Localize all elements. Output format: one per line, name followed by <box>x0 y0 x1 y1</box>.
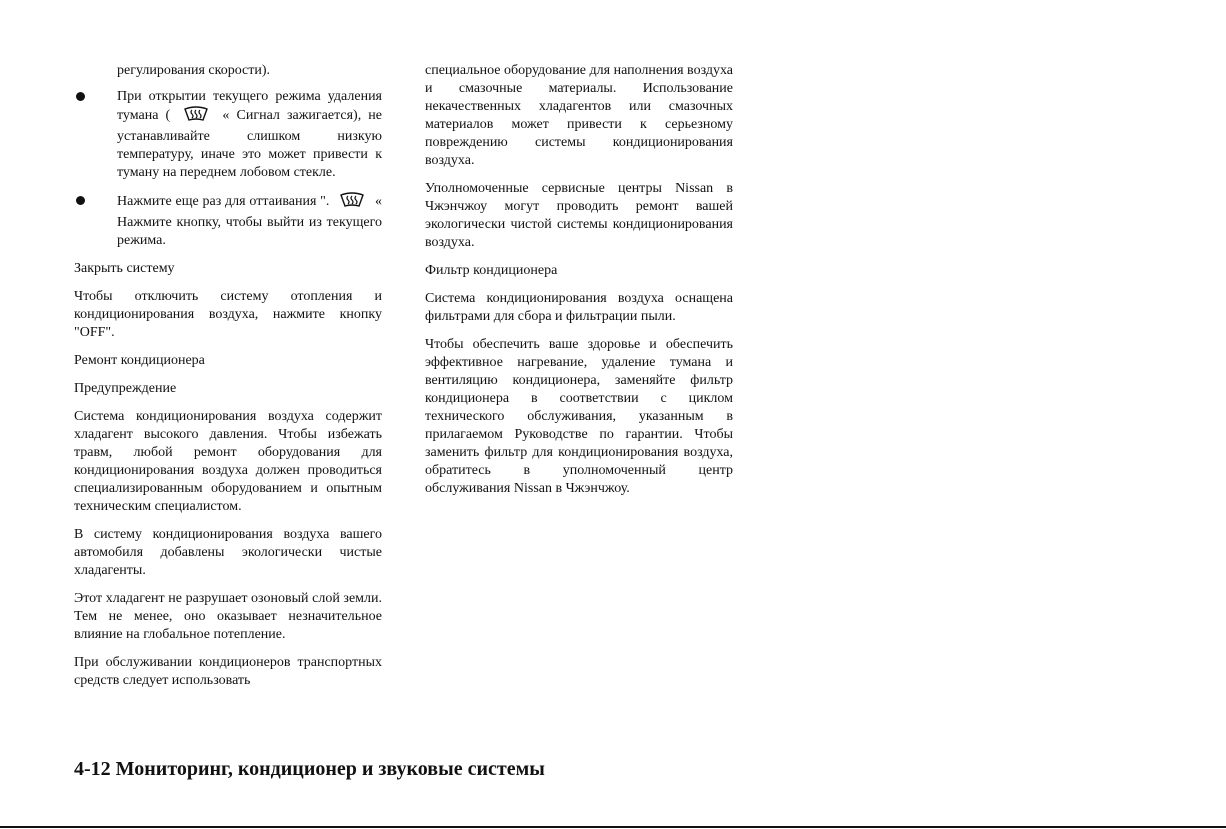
windshield-defrost-icon <box>339 192 365 214</box>
bullet-dot <box>76 196 85 205</box>
heading-ac-filter: Фильтр кондиционера <box>425 263 558 278</box>
heading-warning: Предупреждение <box>74 381 177 396</box>
bottom-rule <box>0 826 1226 828</box>
paragraph-ozone: Этот хладагент не разрушает озоновый слой земли. Тем не менее, оно оказывает незначительное влияние на глобальное потепление. <box>74 591 382 642</box>
bullet2-text-post: « Нажмите кнопку, чтобы выйти из текущего режима. <box>117 194 383 248</box>
bullet-item-defrost <box>74 192 382 250</box>
page-footer-title: 4-12 Мониторинг, кондиционер и звуковые системы <box>74 758 545 780</box>
paragraph-filter-replace: Чтобы обеспечить ваше здоровье и обеспечить эффективное нагревание, удаление тумана и вентиляцию кондиционера, заменяйте фильтр кондиционера в соответствии с циклом технического обслуживания, указанным в прилагаемом Руководстве по гарантии. Чтобы заменить фильтр для кондиционирования воздуха, обратитесь в уполномоченный центр обслуживания Nissan в Чжэнчжоу. <box>425 337 733 496</box>
windshield-defrost-icon <box>183 106 209 128</box>
continuation-text: регулирования скорости). <box>117 63 271 78</box>
paragraph-nissan-centers: Уполномоченные сервисные центры Nissan в Чжэнчжоу могут проводить ремонт вашей экологически чистой системы кондиционирования воздуха. <box>425 181 733 250</box>
right-column <box>425 62 733 508</box>
bullet-dot <box>76 92 85 101</box>
bullet2-text-pre: Нажмите еще раз для оттаивания ". <box>117 194 330 209</box>
bullet1-text-pre: При открытии текущего режима удаления тумана ( <box>117 89 382 123</box>
paragraph-service-continued: специальное оборудование для наполнения воздуха и смазочные материалы. Использование некачественных хладагентов или смазочных материалов может привести к серьезному повреждению системы кондиционирования воздуха. <box>425 63 733 168</box>
heading-ac-repair: Ремонт кондиционера <box>74 353 205 368</box>
paragraph-eco-refrigerant: В систему кондиционирования воздуха вашего автомобиля добавлены экологически чистые хладагенты. <box>74 527 382 578</box>
paragraph-close-system: Чтобы отключить систему отопления и кондиционирования воздуха, нажмите кнопку "OFF". <box>74 289 382 340</box>
heading-close-system: Закрыть систему <box>74 261 175 276</box>
paragraph-service: При обслуживании кондиционеров транспортных средств следует использовать <box>74 655 382 688</box>
paragraph-filter: Система кондиционирования воздуха оснащена фильтрами для сбора и фильтрации пыли. <box>425 291 733 324</box>
paragraph-warning: Система кондиционирования воздуха содержит хладагент высокого давления. Чтобы избежать травм, любой ремонт оборудования для кондиционирования воздуха должен проводиться специализированным оборудованием и опытным техническим специалистом. <box>74 409 382 514</box>
left-column <box>74 62 382 700</box>
bullet1-text-post: « Сигнал зажигается), не устанавливайте слишком низкую температуру, иначе это может привести к туману на переднем лобовом стекле. <box>117 108 383 180</box>
bullet-item-defog <box>74 88 382 182</box>
